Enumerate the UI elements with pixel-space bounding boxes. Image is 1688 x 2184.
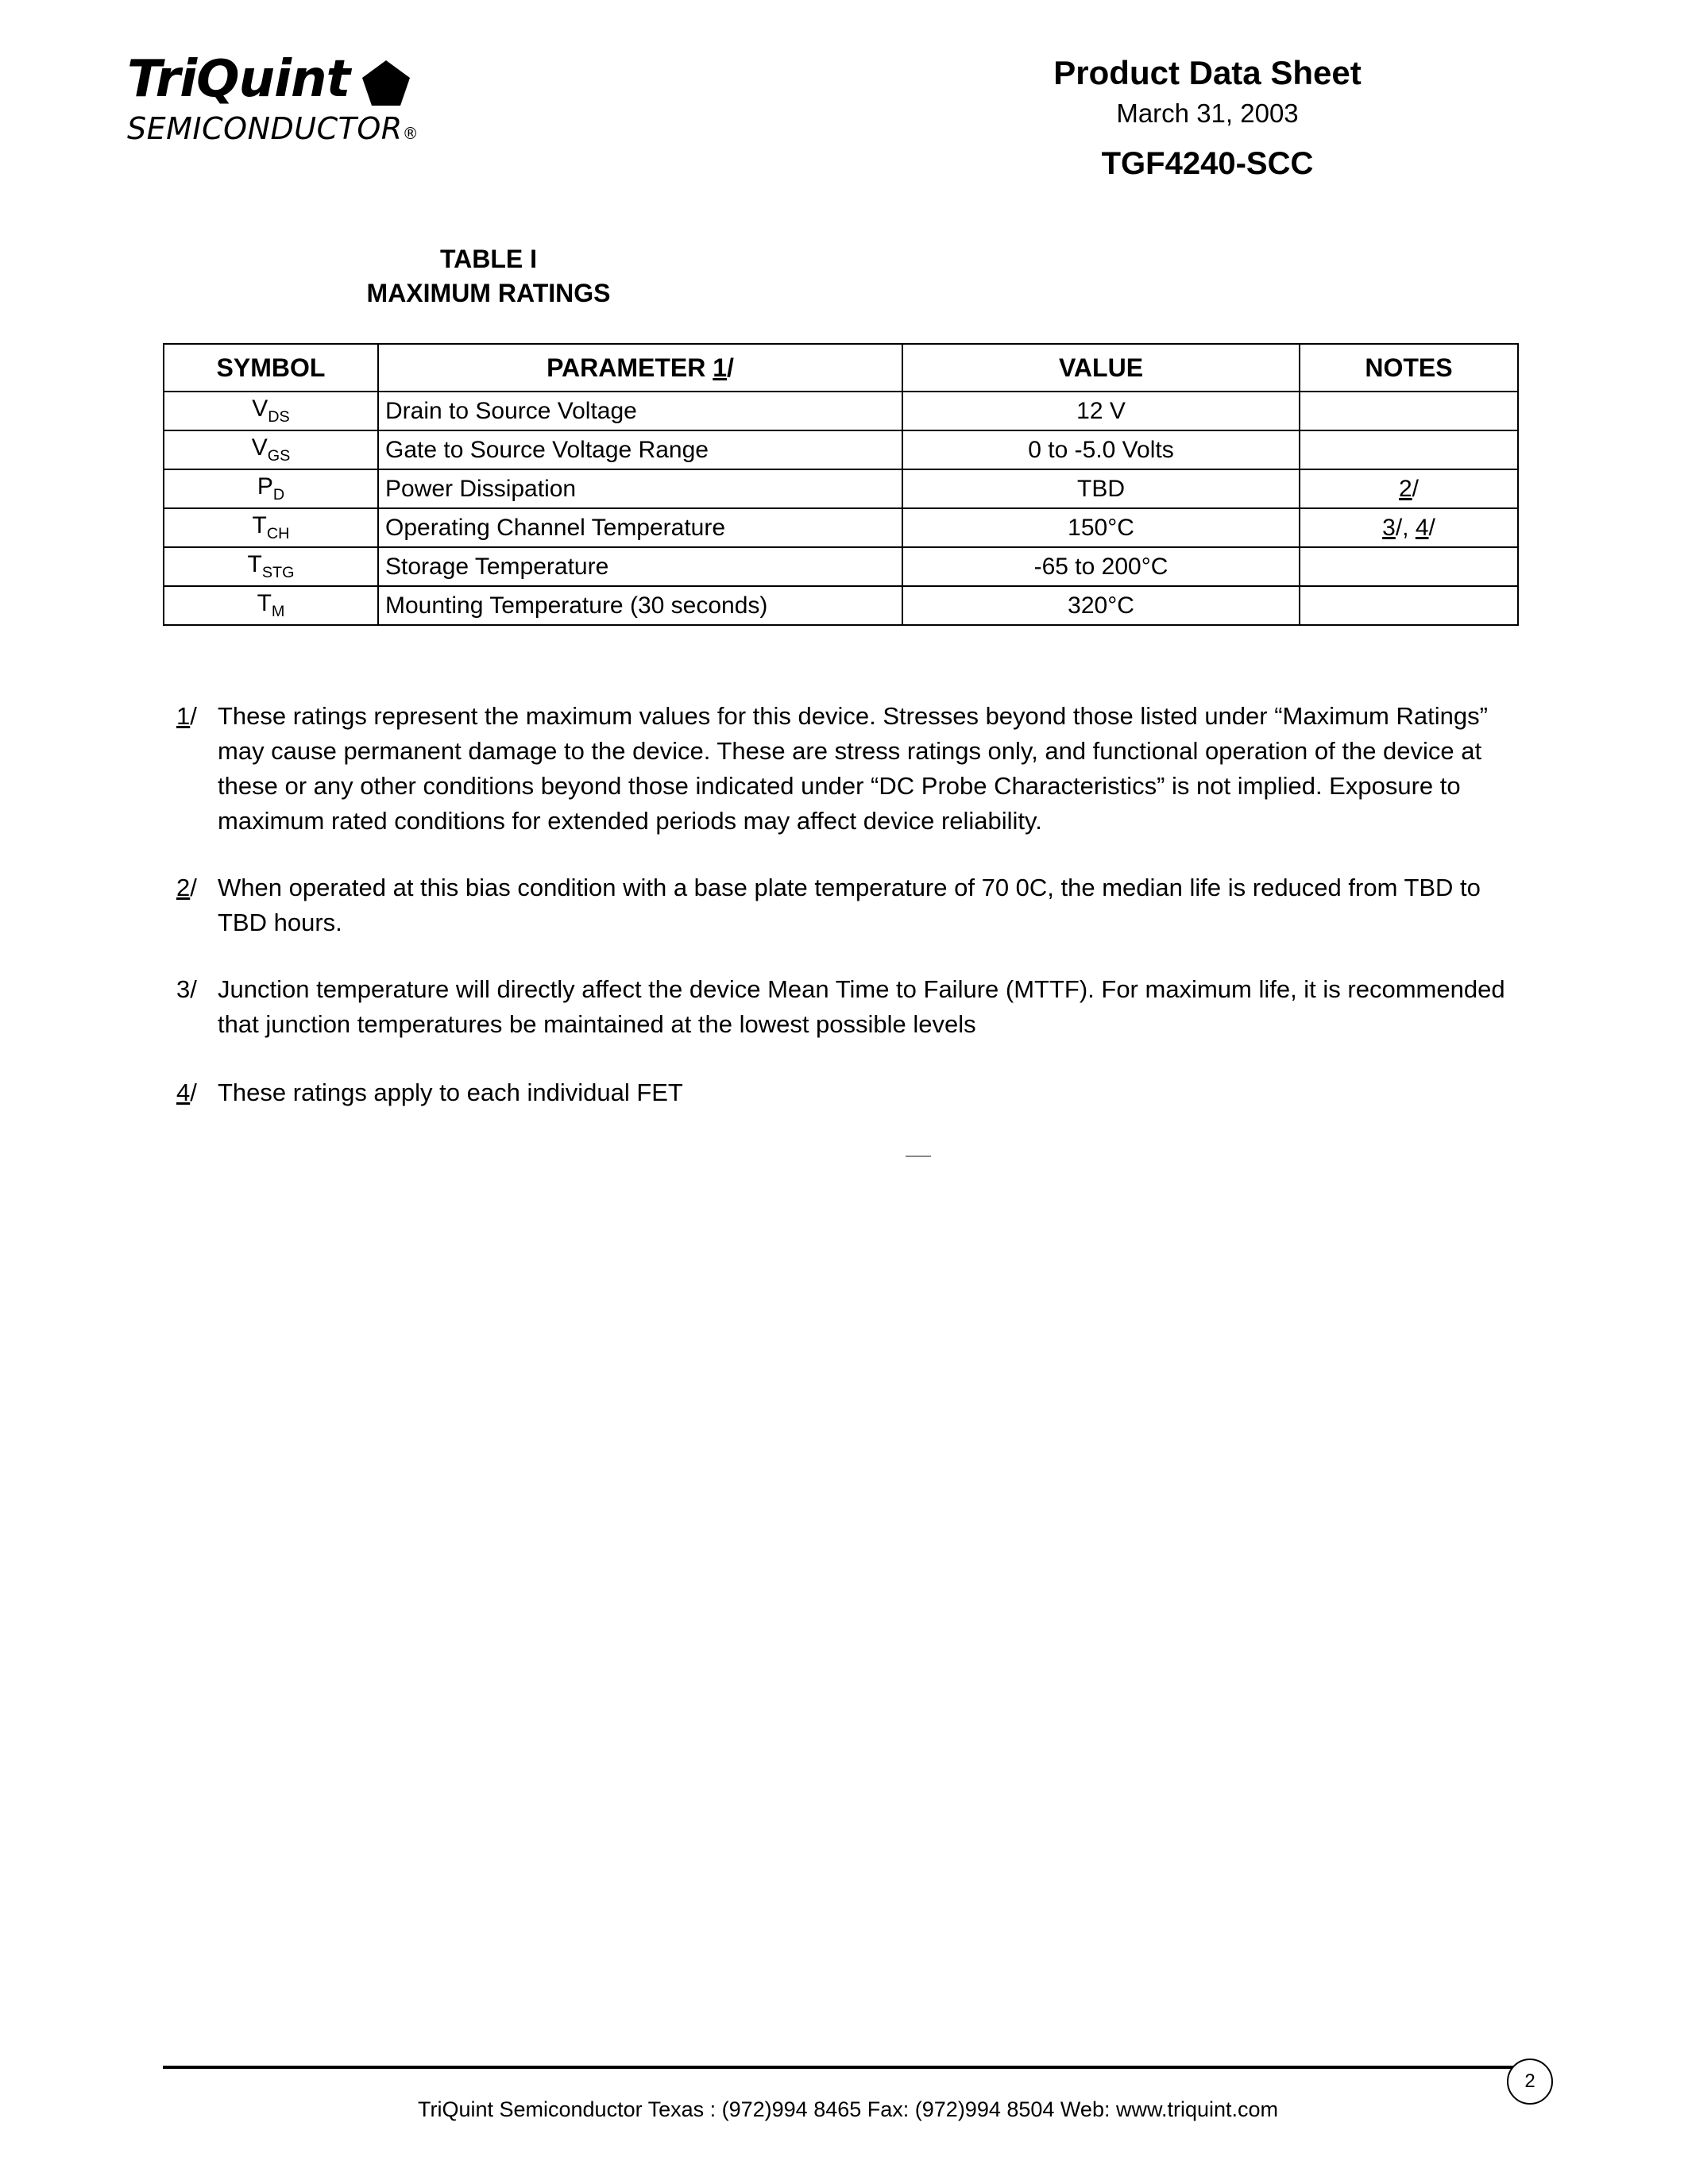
footnote-2 [176,870,1519,940]
cell-parameter: Operating Channel Temperature [378,508,902,547]
cell-notes [1300,586,1518,625]
footer-divider [163,2066,1533,2069]
company-logo [127,50,540,146]
table-row [164,586,1518,625]
cell-value: 150°C [902,508,1300,547]
page-number-badge: 2 [1507,2059,1553,2105]
column-header-parameter-text: PARAMETER 1/ [547,353,734,382]
document-date: March 31, 2003 [1116,98,1299,129]
footnotes-section [176,699,1519,1142]
footnote-2-number: 2/ [176,874,197,902]
cell-notes: 3/, 4/ [1300,508,1518,547]
footnote-2-text: When operated at this bias condition with a base plate temperature of 70 0C, the median life is reduced from TBD to TBD hours. [218,874,1481,937]
cell-parameter: Power Dissipation [378,469,902,508]
cell-parameter: Mounting Temperature (30 seconds) [378,586,902,625]
cell-notes [1300,392,1518,430]
footnote-3-text: Junction temperature will directly affect the device Mean Time to Failure (MTTF). For maximum life, it is recommended that junction temperatures be maintained at the lowest possible levels [218,975,1505,1039]
cell-parameter: Gate to Source Voltage Range [378,430,902,469]
cell-value: 12 V [902,392,1300,430]
logo-wordmark-semiconductor [127,111,540,146]
maximum-ratings-table [163,343,1519,626]
column-header-symbol: SYMBOL [164,344,378,392]
cell-parameter: Storage Temperature [378,547,902,586]
document-title: Product Data Sheet [1053,54,1362,91]
logo-wordmark-triquint: TriQuint [127,50,350,109]
cell-symbol: $V_{GS}$ [164,430,378,469]
footnote-1 [176,699,1519,839]
page-header [127,50,1565,182]
cell-notes [1300,430,1518,469]
table-row [164,469,1518,508]
cell-notes [1300,547,1518,586]
table-title-line-1: TABLE I [439,245,538,273]
cell-value: TBD [902,469,1300,508]
pentagon-logo-icon [361,59,411,112]
cell-value: -65 to 200°C [902,547,1300,586]
logo-semiconductor-text: SEMICONDUCTOR [127,111,403,146]
cell-value: 0 to -5.0 Volts [902,430,1300,469]
part-number: TGF4240-SCC [1101,146,1314,182]
table-row [164,508,1518,547]
footnote-3-number: 3/ [176,975,197,1004]
table-row [164,392,1518,430]
registered-mark-icon: ® [402,124,419,143]
footnote-1-number: 1/ [176,702,197,730]
table-row [164,547,1518,586]
cell-value: 320°C [902,586,1300,625]
cell-symbol: $V_{DS}$ [164,392,378,430]
cell-symbol: $T_M$ [164,586,378,625]
table-body [164,392,1518,625]
footnote-4-text: These ratings apply to each individual FET [218,1078,683,1107]
footnote-3 [176,972,1519,1042]
column-header-notes: NOTES [1300,344,1518,392]
table-row [164,430,1518,469]
footnote-4 [176,1075,1519,1110]
header-title-block [850,54,1565,182]
footer-contact-text: TriQuint Semiconductor Texas : (972)994 8465 Fax: (972)994 8504 Web: www.triquint.com [417,2097,1279,2121]
scan-artifact-dash [906,1156,931,1157]
footnote-1-text: These ratings represent the maximum values for this device. Stresses beyond those listed under “Maximum Ratings” may cause permanent damage to the device. These are stress ratings only, and functional operation of the device at these or any other conditions beyond those indicated under “DC Probe Characteristics” is not implied. Exposure to maximum rated conditions for extended periods may affect device reliability. [218,702,1488,835]
column-header-parameter [378,344,902,392]
footnote-4-number: 4/ [176,1078,197,1107]
cell-symbol: $P_D$ [164,469,378,508]
cell-notes: 2/ [1300,469,1518,508]
scan-artifact-text [1575,2147,1577,2152]
cell-symbol: $T_{STG}$ [164,547,378,586]
table-title [0,242,977,311]
column-header-value: VALUE [902,344,1300,392]
table-title-line-2: MAXIMUM RATINGS [366,279,611,308]
cell-parameter: Drain to Source Voltage [378,392,902,430]
table-header-row [164,344,1518,392]
cell-symbol: $T_{CH}$ [164,508,378,547]
